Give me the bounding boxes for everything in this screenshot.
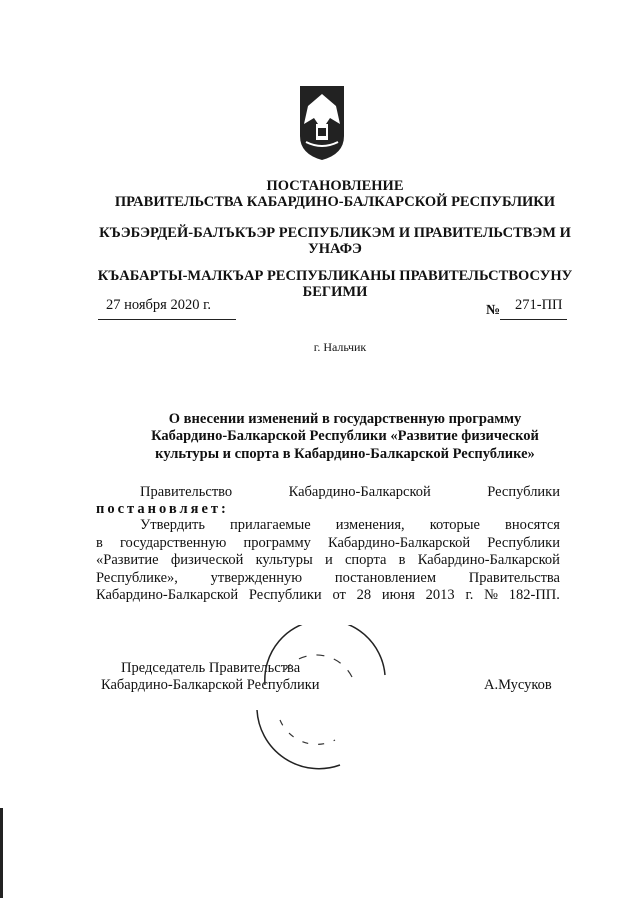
subject-line1: О внесении изменений в государственную программу bbox=[168, 411, 522, 427]
word: № bbox=[484, 587, 498, 603]
issuer-kabardian-line1: КЪЭБЭРДЕЙ-БАЛЪКЪЭР РЕСПУБЛИКЭМ И ПРАВИТЕЛЬСТВЭМ И bbox=[99, 225, 571, 241]
word: прилагаемые bbox=[230, 517, 311, 533]
number-underline bbox=[500, 319, 567, 320]
subject-line2: Кабардино-Балкарской Республики «Развитие физической bbox=[151, 428, 539, 444]
word: Республики bbox=[487, 535, 560, 551]
word: спорта bbox=[344, 552, 387, 568]
body-line-government bbox=[140, 484, 560, 501]
word: июня bbox=[381, 587, 415, 603]
word: 28 bbox=[356, 587, 372, 603]
number-sign: № bbox=[486, 303, 501, 318]
body-line bbox=[96, 587, 560, 604]
word: программу bbox=[243, 535, 311, 551]
issuer-balkar-line2: БЕГИМИ bbox=[302, 284, 368, 300]
issuer-ru: ПРАВИТЕЛЬСТВА КАБАРДИНО-БАЛКАРСКОЙ РЕСПУБЛИКИ bbox=[114, 194, 556, 210]
word: в bbox=[398, 552, 406, 568]
date-underline bbox=[98, 319, 236, 320]
word: культуры bbox=[255, 552, 313, 568]
word: физической bbox=[170, 552, 244, 568]
word: Утвердить bbox=[140, 517, 205, 533]
issuer-balkar-line1: КЪАБАРТЫ-МАЛКЪАР РЕСПУБЛИКАНЫ ПРАВИТЕЛЬСТВОСУНУ bbox=[97, 268, 573, 284]
word: «Развитие bbox=[96, 552, 159, 568]
word: в bbox=[96, 535, 103, 551]
subject-line3: культуры и спорта в Кабардино-Балкарской Республике» bbox=[155, 446, 535, 462]
body-line bbox=[140, 517, 560, 534]
word: Кабардино-Балкарской bbox=[417, 552, 560, 568]
signatory-position-line1: Председатель Правительства bbox=[121, 660, 301, 676]
word: 2013 bbox=[425, 587, 455, 603]
word: изменения, bbox=[335, 517, 405, 533]
document-type: ПОСТАНОВЛЕНИЕ bbox=[266, 178, 404, 194]
decree-number: 271-ПП bbox=[515, 297, 563, 313]
word: и bbox=[324, 552, 333, 568]
word: от bbox=[332, 587, 346, 603]
body-line bbox=[96, 552, 560, 569]
word: Республики bbox=[248, 587, 322, 603]
word: 182-ПП. bbox=[508, 587, 560, 603]
word: государственную bbox=[119, 535, 227, 551]
word: г. bbox=[465, 587, 474, 603]
word: которые bbox=[429, 517, 480, 533]
issuer-kabardian-line2: УНАФЭ bbox=[308, 241, 362, 257]
signatory-name: А.Мусуков bbox=[484, 677, 552, 693]
body-line bbox=[96, 535, 560, 552]
body-line bbox=[96, 570, 560, 587]
word: Республике», bbox=[96, 570, 178, 586]
decree-date: 27 ноября 2020 г. bbox=[106, 297, 212, 313]
word: постановлением bbox=[334, 570, 437, 586]
city: г. Нальчик bbox=[313, 340, 367, 354]
word: вносятся bbox=[505, 517, 560, 533]
coat-of-arms-emblem bbox=[298, 84, 346, 162]
word: Правительство bbox=[140, 484, 233, 500]
word: Правительства bbox=[468, 570, 560, 586]
signatory-position-line2: Кабардино-Балкарской Республики bbox=[101, 677, 320, 693]
word: Кабардино-Балкарской bbox=[328, 535, 471, 551]
decree-verb: постановляет: bbox=[96, 501, 229, 517]
word: утвержденную bbox=[210, 570, 303, 586]
scan-edge-mark bbox=[0, 808, 3, 898]
word: Кабардино-Балкарской bbox=[96, 587, 239, 603]
word: Республики bbox=[487, 484, 560, 500]
official-seal-stamp bbox=[245, 625, 395, 770]
word: Кабардино-Балкарской bbox=[288, 484, 431, 500]
